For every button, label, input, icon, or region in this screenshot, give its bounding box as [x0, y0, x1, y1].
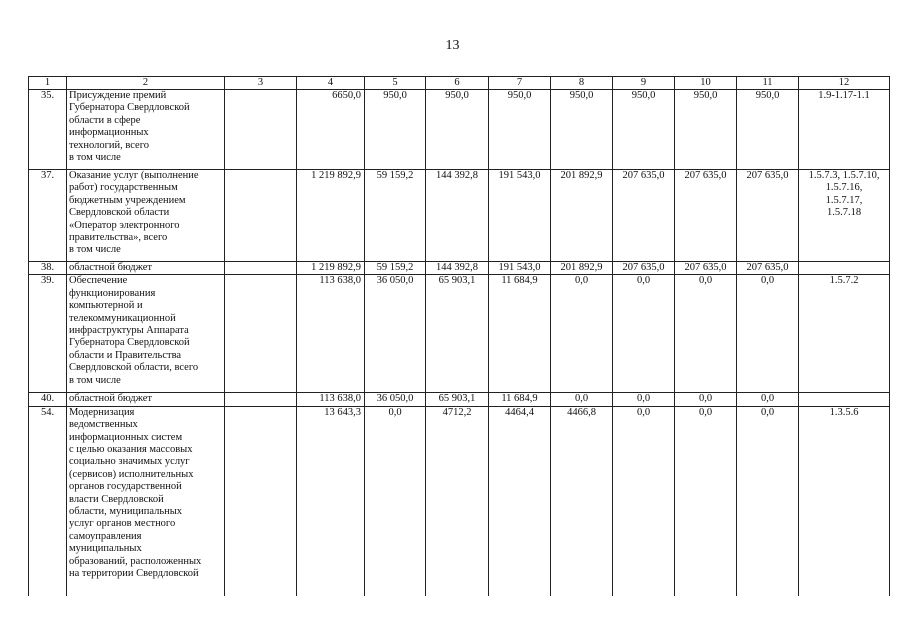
cell-col9: 0,0 — [613, 393, 675, 406]
cell-col7: 4464,4 — [489, 406, 551, 596]
table-row — [29, 170, 890, 262]
cell-total: 1 219 892,9 — [297, 170, 365, 262]
table-row — [29, 406, 890, 596]
cell-col6: 65 903,1 — [426, 275, 489, 393]
row-name: Оказание услуг (выполнение работ) государственным бюджетным учреждением Свердловской области «Оператор электронного правительства», всего в том числе — [67, 170, 225, 262]
cell-col6: 144 392,8 — [426, 262, 489, 275]
cell-total: 113 638,0 — [297, 275, 365, 393]
row-name: Присуждение премий Губернатора Свердловской области в сфере информационных технологий, всего в том числе — [67, 90, 225, 170]
cell-col7: 191 543,0 — [489, 262, 551, 275]
cell-col8: 0,0 — [551, 393, 613, 406]
cell-col9: 0,0 — [613, 275, 675, 393]
cell-total: 113 638,0 — [297, 393, 365, 406]
cell-col10: 0,0 — [675, 406, 737, 596]
cell-col7: 11 684,9 — [489, 275, 551, 393]
column-header: 10 — [675, 77, 737, 90]
row-name: Модернизация ведомственных информационных систем с целью оказания массовых социально значимых услуг (сервисов) исполнительных органов государственной власти Свердловской области, муниципальных услуг органов местного самоуправления муниципальных образований, расположенных на территории Свердловской — [67, 406, 225, 596]
cell-col11: 0,0 — [737, 275, 799, 393]
cell-total: 6650,0 — [297, 90, 365, 170]
cell-col9: 207 635,0 — [613, 262, 675, 275]
column-header: 9 — [613, 77, 675, 90]
cell-col10: 207 635,0 — [675, 170, 737, 262]
cell-col6: 65 903,1 — [426, 393, 489, 406]
column-header: 2 — [67, 77, 225, 90]
cell-col11: 207 635,0 — [737, 262, 799, 275]
table-row — [29, 393, 890, 406]
cell-code: 1.5.7.3, 1.5.7.10, 1.5.7.16, 1.5.7.17, 1.5.7.18 — [799, 170, 890, 262]
cell-col10: 207 635,0 — [675, 262, 737, 275]
cell-col8: 0,0 — [551, 275, 613, 393]
cell-col7: 11 684,9 — [489, 393, 551, 406]
cell-col5: 36 050,0 — [365, 275, 426, 393]
row-number: 39. — [29, 275, 67, 393]
cell-col11: 950,0 — [737, 90, 799, 170]
row-number: 40. — [29, 393, 67, 406]
cell-col6: 4712,2 — [426, 406, 489, 596]
cell-col9: 950,0 — [613, 90, 675, 170]
cell-col3 — [225, 262, 297, 275]
cell-code: 1.9-1.17-1.1 — [799, 90, 890, 170]
cell-col9: 207 635,0 — [613, 170, 675, 262]
column-header: 4 — [297, 77, 365, 90]
row-number: 35. — [29, 90, 67, 170]
cell-col3 — [225, 170, 297, 262]
column-header: 8 — [551, 77, 613, 90]
column-header: 6 — [426, 77, 489, 90]
table-row — [29, 90, 890, 170]
cell-col5: 59 159,2 — [365, 262, 426, 275]
cell-col8: 950,0 — [551, 90, 613, 170]
column-header: 5 — [365, 77, 426, 90]
cell-col10: 950,0 — [675, 90, 737, 170]
row-number: 38. — [29, 262, 67, 275]
table-row — [29, 275, 890, 393]
column-header: 11 — [737, 77, 799, 90]
cell-col7: 950,0 — [489, 90, 551, 170]
cell-code: 1.5.7.2 — [799, 275, 890, 393]
row-name: Обеспечение функционирования компьютерной и телекоммуникационной инфраструктуры Аппарата Губернатора Свердловской области и Правительства Свердловской области, всего в том числе — [67, 275, 225, 393]
page-number: 13 — [445, 38, 460, 53]
cell-col5: 59 159,2 — [365, 170, 426, 262]
row-number: 54. — [29, 406, 67, 596]
row-name: областной бюджет — [67, 262, 225, 275]
cell-col3 — [225, 275, 297, 393]
cell-col11: 0,0 — [737, 406, 799, 596]
column-header: 1 — [29, 77, 67, 90]
row-number: 37. — [29, 170, 67, 262]
cell-total: 1 219 892,9 — [297, 262, 365, 275]
cell-code — [799, 262, 890, 275]
header-row — [29, 77, 890, 90]
cell-col11: 207 635,0 — [737, 170, 799, 262]
cell-code — [799, 393, 890, 406]
cell-col8: 201 892,9 — [551, 262, 613, 275]
cell-col3 — [225, 393, 297, 406]
cell-col3 — [225, 90, 297, 170]
budget-table — [28, 76, 890, 596]
cell-code: 1.3.5.6 — [799, 406, 890, 596]
table-row — [29, 262, 890, 275]
cell-col11: 0,0 — [737, 393, 799, 406]
cell-total: 13 643,3 — [297, 406, 365, 596]
cell-col6: 950,0 — [426, 90, 489, 170]
cell-col10: 0,0 — [675, 393, 737, 406]
cell-col9: 0,0 — [613, 406, 675, 596]
cell-col8: 201 892,9 — [551, 170, 613, 262]
cell-col10: 0,0 — [675, 275, 737, 393]
cell-col3 — [225, 406, 297, 596]
column-header: 3 — [225, 77, 297, 90]
cell-col5: 0,0 — [365, 406, 426, 596]
cell-col8: 4466,8 — [551, 406, 613, 596]
row-name: областной бюджет — [67, 393, 225, 406]
cell-col7: 191 543,0 — [489, 170, 551, 262]
column-header: 12 — [799, 77, 890, 90]
column-header: 7 — [489, 77, 551, 90]
cell-col5: 950,0 — [365, 90, 426, 170]
cell-col6: 144 392,8 — [426, 170, 489, 262]
cell-col5: 36 050,0 — [365, 393, 426, 406]
